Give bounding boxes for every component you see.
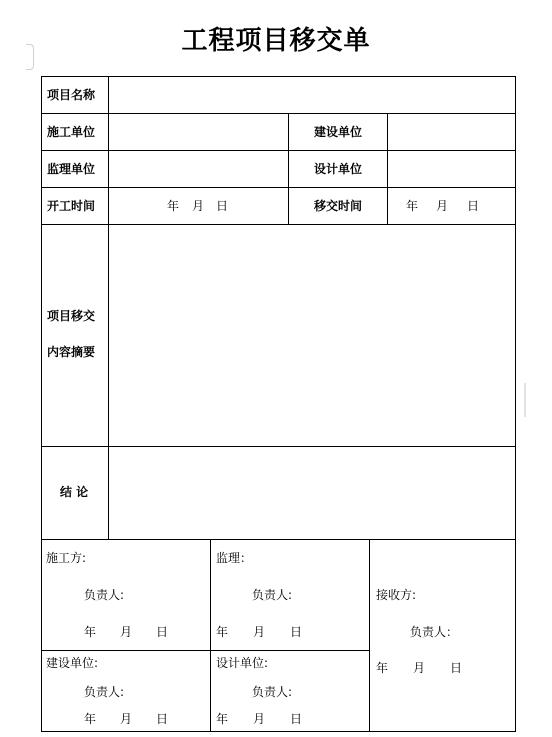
label-summary-line2: 内容摘要 xyxy=(47,345,96,359)
table-border-left xyxy=(41,76,42,732)
contractor-day: 日 xyxy=(156,625,169,639)
label-column-divider xyxy=(108,76,109,540)
contractor-month: 月 xyxy=(120,625,133,639)
designer-year: 年 xyxy=(216,712,229,726)
signature-column-divider xyxy=(210,539,211,732)
row-divider xyxy=(41,539,516,540)
handover-year: 年 xyxy=(406,199,419,213)
label-conclusion: 结 论 xyxy=(60,485,89,499)
table-border-right xyxy=(515,76,516,732)
label-construction-unit: 施工单位 xyxy=(47,125,96,139)
designer-day: 日 xyxy=(290,712,303,726)
receiver-label: 接收方: xyxy=(376,588,417,602)
row-divider xyxy=(41,224,516,225)
receiver-day: 日 xyxy=(450,661,463,675)
receiver-month: 月 xyxy=(413,661,426,675)
column-divider xyxy=(288,113,289,225)
label-summary-line1: 项目移交 xyxy=(47,309,96,323)
designer-person-in-charge: 负责人: xyxy=(252,685,293,699)
start-month: 月 xyxy=(192,199,205,213)
label-handover-time: 移交时间 xyxy=(314,199,363,213)
receiver-person-in-charge: 负责人： xyxy=(410,625,459,639)
signature-column-divider xyxy=(369,539,370,732)
supervisor-person-in-charge: 负责人: xyxy=(252,588,293,602)
signature-row-divider xyxy=(41,650,370,651)
label-start-time: 开工时间 xyxy=(47,199,96,213)
contractor-label: 施工方: xyxy=(46,551,87,565)
start-year: 年 xyxy=(167,199,180,213)
contractor-person-in-charge: 负责人: xyxy=(84,588,125,602)
owner-day: 日 xyxy=(156,712,169,726)
row-divider xyxy=(41,113,516,114)
designer-month: 月 xyxy=(253,712,266,726)
label-project-name: 项目名称 xyxy=(47,88,96,102)
row-divider xyxy=(41,150,516,151)
owner-label: 建设单位: xyxy=(46,656,99,670)
supervisor-year: 年 xyxy=(216,625,229,639)
label-design-unit: 设计单位 xyxy=(314,162,363,176)
designer-label: 设计单位: xyxy=(216,656,269,670)
label-owner-unit: 建设单位 xyxy=(314,125,363,139)
handover-day: 日 xyxy=(467,199,480,213)
table-border-top xyxy=(41,76,516,77)
scrollbar-thumb[interactable] xyxy=(524,383,526,417)
row-divider xyxy=(41,446,516,447)
row-divider xyxy=(41,187,516,188)
page-title: 工程项目移交单 xyxy=(181,26,371,56)
label-supervision-unit: 监理单位 xyxy=(47,162,96,176)
table-border-bottom xyxy=(41,731,516,732)
contractor-year: 年 xyxy=(84,625,97,639)
start-day: 日 xyxy=(216,199,229,213)
supervisor-day: 日 xyxy=(290,625,303,639)
owner-year: 年 xyxy=(84,712,97,726)
owner-month: 月 xyxy=(120,712,133,726)
handover-month: 月 xyxy=(436,199,449,213)
page-edge-tab xyxy=(26,44,34,70)
supervisor-label: 监理： xyxy=(216,551,253,565)
column-divider xyxy=(387,113,388,225)
receiver-year: 年 xyxy=(376,661,389,675)
supervisor-month: 月 xyxy=(253,625,266,639)
owner-person-in-charge: 负责人: xyxy=(84,685,125,699)
